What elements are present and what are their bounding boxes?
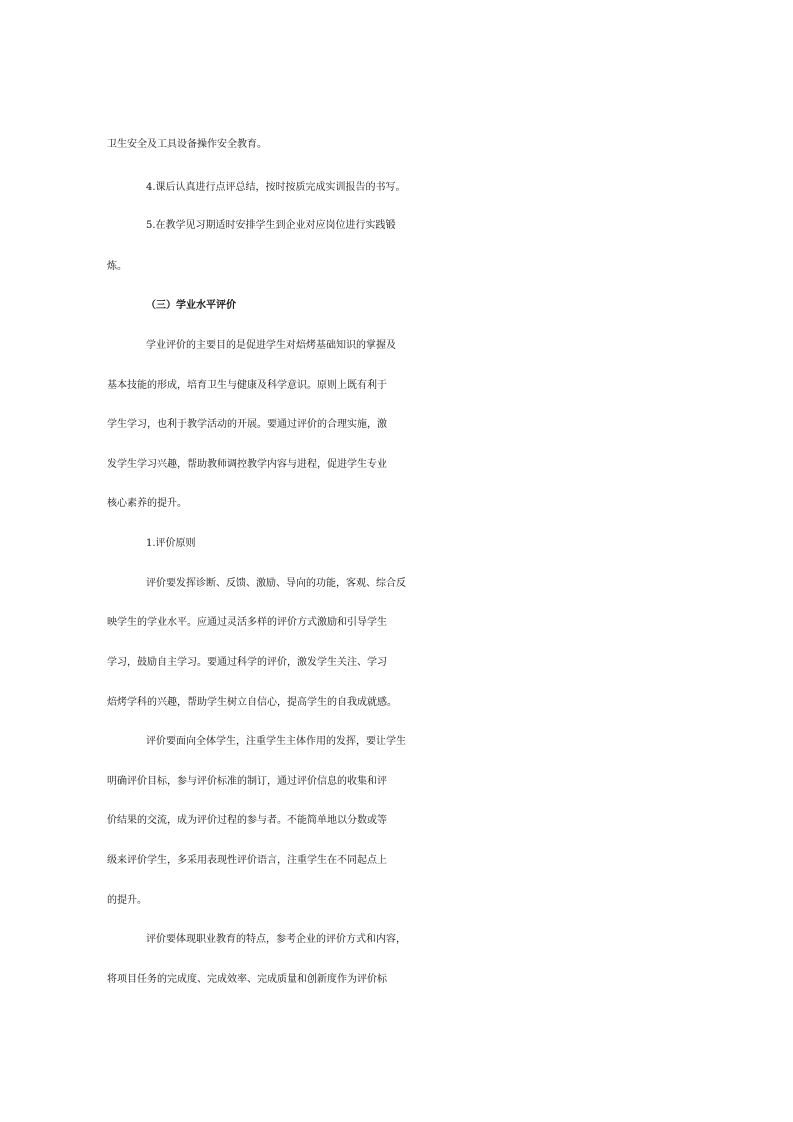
text-line: 5.在教学见习期适时安排学生到企业对应岗位进行实践锻 bbox=[146, 220, 396, 231]
text-line: 评价要发挥诊断、反馈、激励、导向的功能，客观、综合反 bbox=[146, 578, 406, 589]
text-line: 基本技能的形成，培育卫生与健康及科学意识。原则上既有利于 bbox=[107, 380, 387, 391]
text-line: 价结果的交流，成为评价过程的参与者。不能简单地以分数或等 bbox=[107, 815, 387, 826]
text-line: 评价要体现职业教育的特点，参考企业的评价方式和内容， bbox=[146, 934, 406, 945]
text-line: 炼。 bbox=[107, 261, 127, 272]
text-line: 学习，鼓励自主学习。要通过科学的评价，激发学生关注、学习 bbox=[107, 657, 387, 668]
text-line: 焙烤学科的兴趣，帮助学生树立自信心，提高学生的自我成就感。 bbox=[107, 697, 397, 708]
text-line: 发学生学习兴趣，帮助教师调控教学内容与进程，促进学生专业 bbox=[107, 459, 387, 470]
text-line: 评价要面向全体学生，注重学生主体作用的发挥，要让学生 bbox=[146, 736, 406, 747]
text-line: 4.课后认真进行点评总结，按时按质完成实训报告的书写。 bbox=[146, 182, 406, 193]
text-line: 学生学习，也利于教学活动的开展。要通过评价的合理实施，激 bbox=[107, 419, 387, 430]
text-line: 级来评价学生，多采用表现性评价语言，注重学生在不同起点上 bbox=[107, 855, 387, 866]
text-line: 卫生安全及工具设备操作安全教育。 bbox=[107, 139, 267, 150]
subsection-heading: 1.评价原则 bbox=[146, 538, 196, 549]
text-line: 将项目任务的完成度、完成效率、完成质量和创新度作为评价标 bbox=[107, 974, 387, 985]
text-line: 明确评价目标，参与评价标准的制订，通过评价信息的收集和评 bbox=[107, 776, 387, 787]
text-line: 的提升。 bbox=[107, 895, 147, 906]
section-heading: （三）学业水平评价 bbox=[146, 300, 236, 311]
text-line: 学业评价的主要目的是促进学生对焙烤基础知识的掌握及 bbox=[146, 340, 396, 351]
text-line: 核心素养的提升。 bbox=[107, 498, 187, 509]
text-line: 映学生的学业水平。应通过灵活多样的评价方式激励和引导学生 bbox=[107, 617, 387, 628]
